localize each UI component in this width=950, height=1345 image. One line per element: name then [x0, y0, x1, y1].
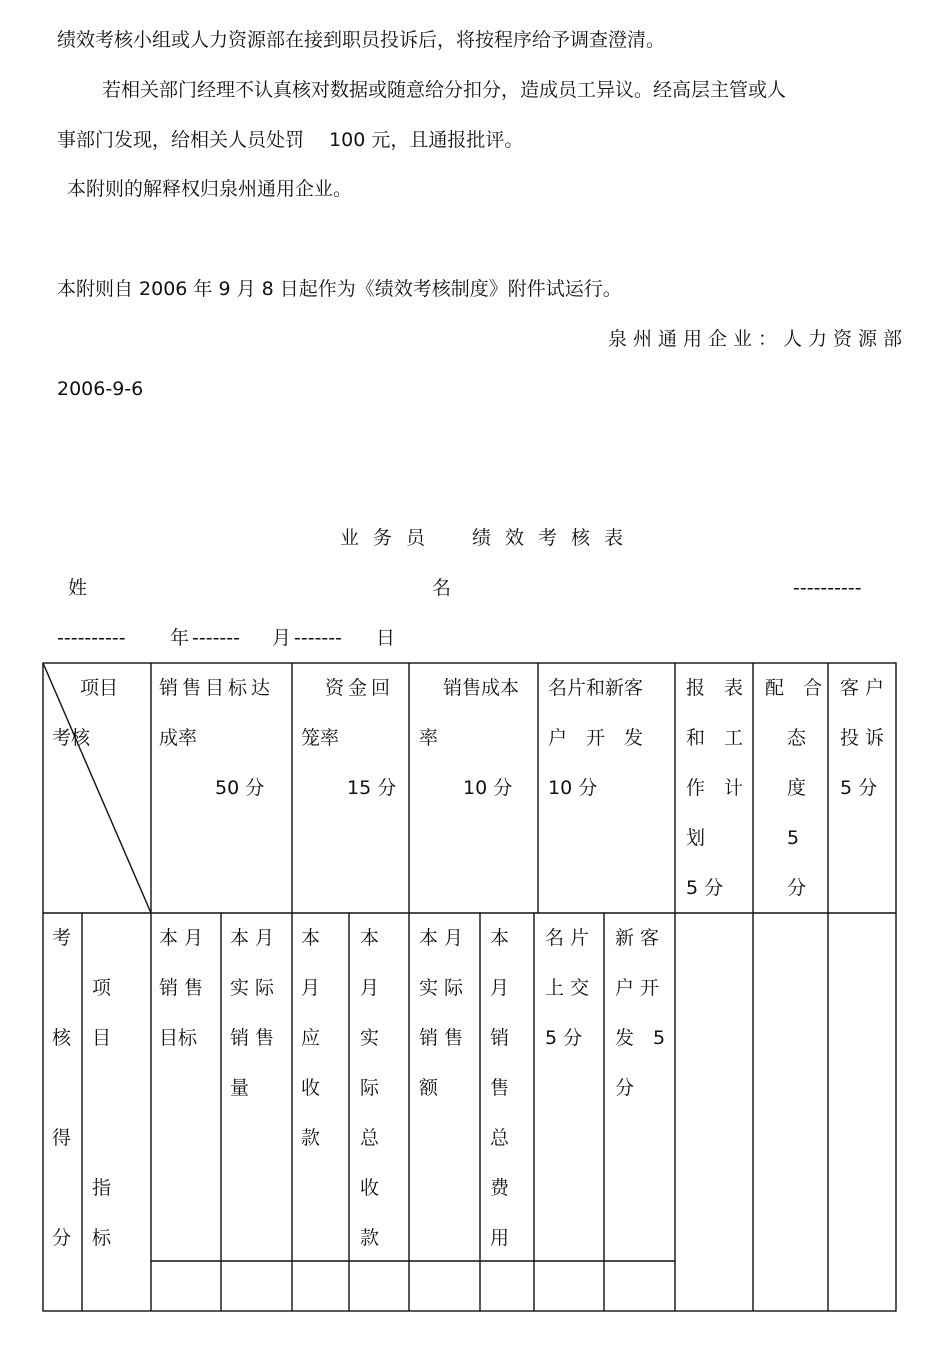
sub-actual-revenue-4: 额	[419, 1077, 439, 1099]
header-complaints-line2: 投 诉	[840, 727, 885, 749]
header-sales-cost-line2: 率	[419, 727, 439, 749]
header-cooperation-line3: 度	[787, 777, 807, 799]
name-blank-dashes: ----------	[793, 577, 862, 599]
row-label-item-4: 标	[92, 1227, 112, 1249]
sub-cards-submitted-2: 上 交	[545, 977, 590, 999]
sub-monthly-target-3: 目标	[159, 1027, 198, 1049]
sub-total-expense-4: 售	[490, 1077, 510, 1099]
row-label-assess-3: 得	[52, 1127, 72, 1149]
header-report-plan-line3: 作 计	[686, 777, 744, 799]
paragraph-effective-date: 本附则自 2006 年 9 月 8 日起作为《绩效考核制度》附件试运行。	[57, 278, 622, 300]
corner-label-assessment: 考核	[52, 727, 91, 749]
header-cooperation-line2: 态	[787, 727, 807, 749]
header-sales-cost-line1: 销售成本	[443, 677, 520, 699]
sub-actual-volume-1: 本 月	[230, 927, 275, 949]
sub-cards-submitted-3: 5 分	[545, 1027, 583, 1049]
header-complaints-line1: 客 户	[840, 677, 885, 699]
sub-total-expense-6: 费	[490, 1177, 510, 1199]
signature-department: 泉州通用企业：人力资源部	[607, 328, 908, 350]
sub-actual-revenue-2: 实 际	[419, 977, 464, 999]
year-month-dashes: -------	[192, 627, 240, 649]
signature-date: 2006-9-6	[57, 378, 144, 400]
header-fund-recovery-line1: 资金回	[325, 677, 395, 699]
sub-actual-volume-4: 量	[230, 1077, 250, 1099]
year-label: 年	[170, 627, 190, 649]
paragraph-complaint-handling: 绩效考核小组或人力资源部在接到职员投诉后，将按程序给予调查澄清。	[57, 29, 666, 51]
header-report-plan-line1: 报 表	[686, 677, 744, 699]
header-cooperation-line4: 5	[787, 827, 800, 849]
header-sales-target-score: 50 分	[215, 777, 265, 799]
name-label-surname: 姓	[68, 577, 88, 599]
sub-receivable-4: 收	[301, 1077, 321, 1099]
header-cooperation-line1: 配 合	[765, 677, 823, 699]
sub-cards-submitted-1: 名 片	[545, 927, 590, 949]
sub-actual-collected-1: 本	[360, 927, 380, 949]
header-cooperation-score: 分	[787, 877, 807, 899]
sub-actual-collected-5: 总	[360, 1127, 380, 1149]
header-cards-newclients-line2: 户 开 发	[548, 727, 644, 749]
sub-new-clients-1: 新 客	[615, 927, 660, 949]
sub-actual-volume-2: 实 际	[230, 977, 275, 999]
row-label-assess-1: 考	[52, 927, 72, 949]
row-label-item-1: 项	[92, 977, 112, 999]
sub-receivable-3: 应	[301, 1027, 321, 1049]
sub-actual-collected-6: 收	[360, 1177, 380, 1199]
header-cards-newclients-score: 10 分	[548, 777, 598, 799]
sub-total-expense-1: 本	[490, 927, 510, 949]
row-label-item-3: 指	[92, 1177, 112, 1199]
header-fund-recovery-score: 15 分	[347, 777, 397, 799]
header-sales-target-line2: 成率	[159, 727, 198, 749]
sub-actual-collected-7: 款	[360, 1227, 380, 1249]
sub-receivable-5: 款	[301, 1127, 321, 1149]
sub-actual-collected-4: 际	[360, 1077, 380, 1099]
row-label-assess-2: 核	[52, 1027, 72, 1049]
sub-actual-revenue-1: 本 月	[419, 927, 464, 949]
paragraph-penalty-line2: 事部门发现，给相关人员处罚 100 元，且通报批评。	[57, 129, 524, 151]
header-fund-recovery-line2: 笼率	[301, 727, 340, 749]
name-label-given: 名	[432, 577, 452, 599]
month-day-dashes: -------	[294, 627, 342, 649]
sub-new-clients-3: 发 5	[615, 1027, 666, 1049]
header-report-plan-line2: 和 工	[686, 727, 744, 749]
day-label: 日	[376, 627, 396, 649]
date-blank-dashes: ----------	[57, 627, 126, 649]
header-cards-newclients-line1: 名片和新客	[548, 677, 644, 699]
form-title: 业务员 绩效考核表	[340, 527, 638, 549]
sub-total-expense-2: 月	[490, 977, 510, 999]
sub-total-expense-3: 销	[490, 1027, 510, 1049]
sub-monthly-target-2: 销 售	[159, 977, 204, 999]
sub-total-expense-5: 总	[490, 1127, 510, 1149]
sub-actual-revenue-3: 销 售	[419, 1027, 464, 1049]
sub-receivable-1: 本	[301, 927, 321, 949]
row-label-assess-4: 分	[52, 1227, 72, 1249]
header-sales-cost-score: 10 分	[463, 777, 513, 799]
row-label-item-2: 目	[92, 1027, 112, 1049]
header-sales-target-line1: 销售目标达	[159, 677, 275, 699]
sub-receivable-2: 月	[301, 977, 321, 999]
sub-monthly-target-1: 本 月	[159, 927, 204, 949]
sub-total-expense-7: 用	[490, 1227, 510, 1249]
sub-new-clients-4: 分	[615, 1077, 635, 1099]
corner-label-item: 项目	[80, 677, 119, 699]
paragraph-interpretation: 本附则的解释权归泉州通用企业。	[67, 178, 353, 200]
paragraph-penalty-line1: 若相关部门经理不认真核对数据或随意给分扣分，造成员工异议。经高层主管或人	[102, 79, 787, 101]
sub-actual-volume-3: 销 售	[230, 1027, 275, 1049]
header-complaints-score: 5 分	[840, 777, 878, 799]
sub-actual-collected-3: 实	[360, 1027, 380, 1049]
header-report-plan-score: 5 分	[686, 877, 724, 899]
sub-actual-collected-2: 月	[360, 977, 380, 999]
month-label: 月	[272, 627, 292, 649]
sub-new-clients-2: 户 开	[615, 977, 660, 999]
header-report-plan-line4: 划	[686, 827, 706, 849]
